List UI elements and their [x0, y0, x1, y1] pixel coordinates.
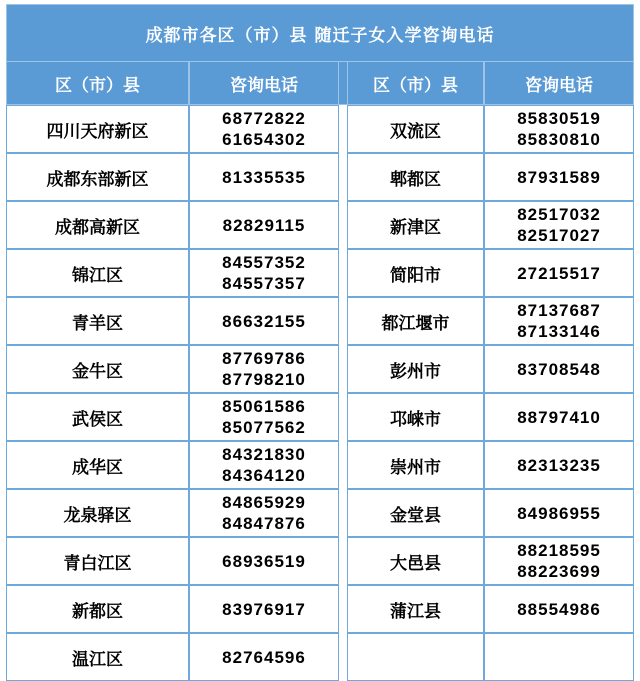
left-phone-cell — [189, 105, 339, 153]
right-phone-cell — [484, 489, 634, 537]
phone-number: 68772822 — [222, 109, 306, 128]
column-gap — [339, 345, 347, 393]
table-row — [6, 249, 634, 297]
left-district-cell — [6, 297, 189, 345]
column-gap — [339, 537, 347, 585]
right-phone-cell — [484, 633, 634, 681]
table-row — [6, 153, 634, 201]
phone-number: 88797410 — [517, 407, 601, 427]
phone-number: 68936519 — [222, 551, 306, 571]
column-gap — [339, 393, 347, 441]
column-gap — [339, 249, 347, 297]
phone-number: 88554986 — [517, 599, 601, 619]
right-phone-cell — [484, 345, 634, 393]
left-phone-cell — [189, 249, 339, 297]
phone-number: 84364120 — [222, 466, 306, 485]
left-phone-cell — [189, 153, 339, 201]
phone-number: 27215517 — [517, 263, 601, 283]
phone-number: 84986955 — [517, 503, 601, 523]
right-phone-cell — [484, 249, 634, 297]
left-phone-cell — [189, 537, 339, 585]
district-name: 成都高新区 — [55, 217, 140, 238]
header-phone-left: 咨询电话 — [189, 62, 339, 105]
right-phone-cell — [484, 441, 634, 489]
column-gap — [339, 489, 347, 537]
header-gap — [339, 62, 347, 105]
district-name: 邛崃市 — [390, 409, 441, 430]
table-title: 成都市各区（市）县 随迁子女入学咨询电话 — [6, 4, 634, 62]
phone-number: 82829115 — [222, 215, 306, 235]
phone-number: 87133146 — [517, 322, 601, 341]
district-name: 青羊区 — [72, 313, 123, 334]
district-name: 崇州市 — [390, 457, 441, 478]
phone-number: 82764596 — [222, 647, 306, 667]
header-district-left: 区（市）县 — [6, 62, 189, 105]
right-district-cell — [347, 441, 484, 489]
title-row — [6, 4, 634, 62]
right-phone-cell — [484, 585, 634, 633]
phone-number: 82517027 — [517, 226, 601, 245]
district-name: 四川天府新区 — [46, 121, 149, 142]
right-phone-cell — [484, 105, 634, 153]
district-name: 成都东部新区 — [46, 169, 149, 190]
header-phone-right: 咨询电话 — [484, 62, 634, 105]
phone-number: 84847876 — [222, 514, 306, 533]
left-district-cell — [6, 105, 189, 153]
phone-number: 82313235 — [517, 455, 601, 475]
column-gap — [339, 441, 347, 489]
phone-number: 83708548 — [517, 359, 601, 379]
right-phone-cell — [484, 537, 634, 585]
district-name: 成华区 — [72, 457, 123, 478]
district-name: 温江区 — [72, 649, 123, 670]
left-phone-cell — [189, 585, 339, 633]
district-name: 金堂县 — [390, 505, 441, 526]
table-row — [6, 489, 634, 537]
phone-number: 61654302 — [222, 130, 306, 149]
right-phone-cell — [484, 153, 634, 201]
phone-table — [6, 4, 634, 681]
column-gap — [339, 201, 347, 249]
column-gap — [339, 585, 347, 633]
district-name: 新都区 — [72, 601, 123, 622]
phone-number: 82517032 — [517, 205, 601, 224]
table-row — [6, 201, 634, 249]
column-gap — [339, 297, 347, 345]
right-phone-cell — [484, 393, 634, 441]
right-district-cell — [347, 489, 484, 537]
district-name: 锦江区 — [72, 265, 123, 286]
district-name: 蒲江县 — [390, 601, 441, 622]
header-row — [6, 62, 634, 105]
right-phone-cell — [484, 201, 634, 249]
phone-number: 85830519 — [517, 109, 601, 128]
district-name: 简阳市 — [390, 265, 441, 286]
district-name: 武侯区 — [72, 409, 123, 430]
district-name: 新津区 — [390, 217, 441, 238]
phone-number: 85077562 — [222, 418, 306, 437]
table-row — [6, 393, 634, 441]
table-row — [6, 345, 634, 393]
right-district-cell — [347, 345, 484, 393]
table-row — [6, 105, 634, 153]
phone-number: 88218595 — [517, 541, 601, 560]
right-phone-cell — [484, 297, 634, 345]
phone-number: 84321830 — [222, 445, 306, 464]
right-district-cell — [347, 393, 484, 441]
table-row — [6, 537, 634, 585]
district-name: 郫都区 — [390, 169, 441, 190]
column-gap — [339, 633, 347, 681]
right-district-cell — [347, 105, 484, 153]
table-row — [6, 633, 634, 681]
phone-number: 86632155 — [222, 311, 306, 331]
district-name: 都江堰市 — [381, 313, 450, 334]
phone-number: 87798210 — [222, 370, 306, 389]
phone-number: 84557357 — [222, 274, 306, 293]
right-district-cell — [347, 633, 484, 681]
left-phone-cell — [189, 441, 339, 489]
left-district-cell — [6, 201, 189, 249]
column-gap — [339, 153, 347, 201]
left-phone-cell — [189, 489, 339, 537]
left-phone-cell — [189, 297, 339, 345]
left-phone-cell — [189, 345, 339, 393]
left-district-cell — [6, 489, 189, 537]
left-district-cell — [6, 633, 189, 681]
right-district-cell — [347, 537, 484, 585]
left-phone-cell — [189, 201, 339, 249]
district-name: 青白江区 — [63, 553, 132, 574]
header-district-right: 区（市）县 — [347, 62, 484, 105]
right-district-cell — [347, 201, 484, 249]
table-body — [6, 105, 634, 681]
phone-number: 83976917 — [222, 599, 306, 619]
district-name: 龙泉驿区 — [63, 505, 132, 526]
table-row — [6, 585, 634, 633]
district-name: 金牛区 — [72, 361, 123, 382]
district-name: 彭州市 — [390, 361, 441, 382]
district-name: 大邑县 — [390, 553, 441, 574]
right-district-cell — [347, 585, 484, 633]
left-district-cell — [6, 585, 189, 633]
left-district-cell — [6, 441, 189, 489]
right-district-cell — [347, 297, 484, 345]
left-phone-cell — [189, 633, 339, 681]
phone-number: 87931589 — [517, 167, 601, 187]
column-gap — [339, 105, 347, 153]
phone-number: 87769786 — [222, 349, 306, 368]
left-district-cell — [6, 249, 189, 297]
phone-number: 84865929 — [222, 493, 306, 512]
phone-number: 88223699 — [517, 562, 601, 581]
right-district-cell — [347, 153, 484, 201]
phone-number: 87137687 — [517, 301, 601, 320]
left-phone-cell — [189, 393, 339, 441]
district-name: 双流区 — [390, 121, 441, 142]
left-district-cell — [6, 345, 189, 393]
right-district-cell — [347, 249, 484, 297]
left-district-cell — [6, 537, 189, 585]
phone-number: 85061586 — [222, 397, 306, 416]
table-row — [6, 297, 634, 345]
left-district-cell — [6, 393, 189, 441]
left-district-cell — [6, 153, 189, 201]
table-row — [6, 441, 634, 489]
phone-number: 81335535 — [222, 167, 306, 187]
phone-number: 84557352 — [222, 253, 306, 272]
phone-number: 85830810 — [517, 130, 601, 149]
